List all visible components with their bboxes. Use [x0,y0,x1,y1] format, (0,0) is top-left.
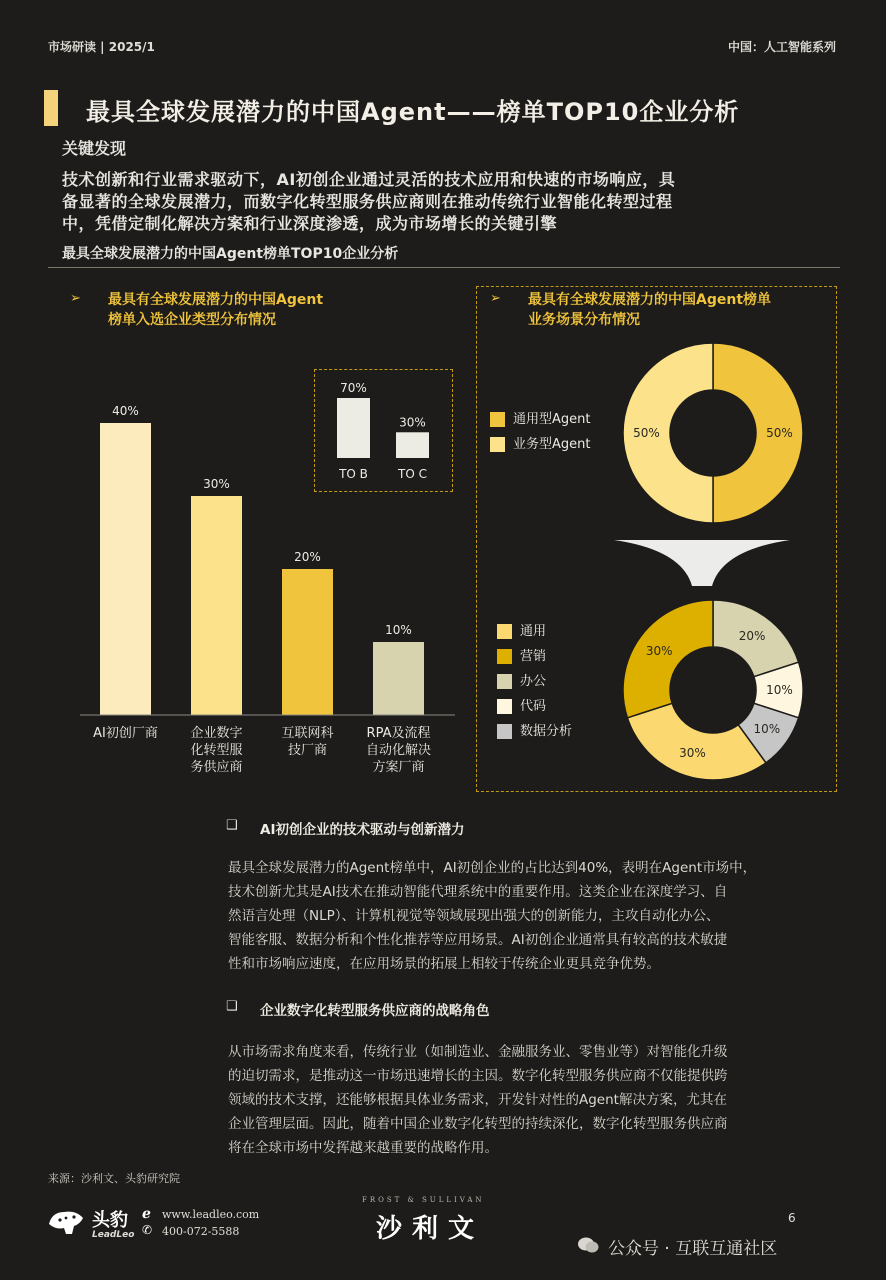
section1-line: 然语言处理（NLP）、计算机视觉等领域展现出强大的创新能力，主攻自动化办公、 [228,908,720,924]
inset-bar-1 [396,432,429,458]
bullet-arrow-icon: ➢ [70,291,81,306]
bar-2 [282,569,333,715]
legend-label: 数据分析 [520,724,573,739]
section1-line: 技术创新尤其是AI技术在推动智能代理系统中的重要作用。这类企业在深度学习、自 [228,884,728,900]
donut-value-label: 10% [753,722,781,737]
category-label: 互联网科 [281,726,334,741]
key-findings-text [62,169,832,235]
section2-body [228,1040,848,1160]
key-findings-line: 中，凭借定制化解决方案和行业深度渗透，成为市场增长的关键引擎 [62,214,558,233]
logo-en-text: LeadLeo [92,1230,135,1240]
left-chart-title [108,290,323,330]
inset-category-label: TO B [339,467,368,481]
checkbox-icon: ❑ [226,818,238,833]
section2-line: 从市场需求角度来看，传统行业（如制造业、金融服务业、零售业等）对智能化升级 [228,1044,728,1060]
category-label: 务供应商 [190,760,243,775]
donut-value-label: 50% [766,426,793,440]
left-chart-title-line: 最具有全球发展潜力的中国Agent [108,292,324,308]
donut-value-label: 30% [645,643,673,658]
key-findings-line: 备显著的全球发展潜力，而数字化转型服务供应商则在推动传统行业智能化转型过程 [62,192,673,211]
category-label: AI初创厂商 [93,726,158,741]
right-chart-title [528,290,771,330]
legend-label: 业务型Agent [513,437,591,452]
section2-heading: 企业数字化转型服务供应商的战略角色 [260,1003,490,1019]
leopard-logo-svg [46,1204,86,1236]
phone-icon: ✆ [142,1223,153,1237]
section1-body [228,856,848,976]
business-scenario-donut-chart [600,590,830,790]
legend-swatch [497,724,512,739]
bar-value-label: 10% [385,623,412,637]
leadleo-logo-icon [46,1204,86,1236]
bullet-arrow-icon: ➢ [490,291,501,306]
legend-swatch [490,412,505,427]
donut-slice-3 [627,703,765,780]
frost-sullivan-logo-text: FROST & SULLIVAN [362,1196,485,1204]
bar-value-label: 20% [294,550,321,564]
legend-label: 办公 [520,674,547,689]
category-label: 自动化解决 [365,743,432,758]
inset-bar-value-label: 30% [399,415,426,430]
watermark-text: 公众号 · 互联互通社区 [608,1239,778,1259]
category-label: RPA及流程 [366,726,431,741]
wechat-icon-svg [577,1236,599,1254]
legend-swatch [497,699,512,714]
inset-bar-0 [337,398,370,458]
section-subtitle: 最具全球发展潜力的中国Agent榜单TOP10企业分析 [62,246,399,262]
section1-line: 智能客服、数据分析和个性化推荐等应用场景。AI初创企业通常具有较高的技术敏捷 [228,932,728,948]
section2-line: 企业管理层面。因此，随着中国企业数字化转型的持续深化，数字化转型服务供应商 [228,1116,728,1132]
inset-bar-value-label: 70% [340,381,367,396]
donut2-legend [497,622,572,742]
bar-value-label: 30% [203,477,230,491]
agent-type-donut-chart [600,340,830,540]
page-title: 最具全球发展潜力的中国Agent——榜单TOP10企业分析 [86,98,740,126]
section1-line: 最具全球发展潜力的Agent榜单中，AI初创企业的占比达到40%，表明在Agent市场中， [228,860,757,876]
legend-swatch [490,437,505,452]
section2-line: 将在全球市场中发挥越来越重要的战略作用。 [228,1140,498,1156]
legend-item-code [497,697,572,717]
right-chart-title-line: 业务场景分布情况 [528,312,640,328]
category-label: 技厂商 [287,743,328,758]
footer-phone: 400-072-5588 [162,1225,240,1238]
donut-value-label: 20% [738,629,766,644]
right-chart-title-line: 最具有全球发展潜力的中国Agent榜单 [528,292,772,308]
bar-value-label: 40% [112,404,139,418]
logo-cn-text: 头豹 [92,1210,128,1231]
category-label: 企业数字 [190,726,243,741]
header-left: 市场研读 | 2025/1 [48,40,155,54]
key-findings-label: 关键发现 [62,139,127,158]
source-note: 来源：沙利文、头豹研究院 [48,1172,180,1185]
legend-label: 营销 [520,649,547,664]
donut-value-label: 30% [679,746,706,761]
legend-label: 通用型Agent [513,412,591,427]
bar-0 [100,423,151,715]
legend-item-office [497,672,572,692]
checkbox-icon: ❑ [226,999,238,1014]
section1-heading: AI初创企业的技术驱动与创新潜力 [260,822,465,838]
title-accent-bar [44,90,58,126]
legend-label: 通用 [520,624,547,639]
web-icon: ℯ [142,1206,151,1222]
donut1-legend [490,410,590,455]
funnel-arrow-icon [612,538,792,588]
category-label: 化转型服 [190,743,243,758]
category-label: 方案厂商 [372,760,425,775]
legend-item-data-analysis [497,722,572,742]
legend-swatch [497,649,512,664]
frost-sullivan-cn-logo: 沙利文 [376,1214,485,1244]
divider [48,267,840,268]
inset-category-label: TO C [398,467,427,481]
bar-3 [373,642,424,715]
page-number: 6 [788,1211,796,1225]
footer-website: www.leadleo.com [162,1208,260,1221]
funnel-arrow-shape [614,540,790,586]
left-chart-title-line: 榜单入选企业类型分布情况 [108,312,276,328]
donut-slice-4 [623,600,713,718]
legend-swatch [497,624,512,639]
header-right: 中国：人工智能系列 [727,40,836,54]
key-findings-line: 技术创新和行业需求驱动下，AI初创企业通过灵活的技术应用和快速的市场响应，具 [62,170,676,189]
section2-line: 领域的技术支撑，还能够根据具体业务需求，开发针对性的Agent解决方案，尤其在 [228,1092,727,1108]
bar-1 [191,496,242,715]
donut-value-label: 10% [766,683,793,697]
section1-line: 性和市场响应速度，在应用场景的拓展上相较于传统企业更具竞争优势。 [228,956,660,972]
legend-swatch [497,674,512,689]
wechat-icon [577,1236,599,1254]
legend-item-general-agent [490,410,590,430]
legend-item-general [497,622,572,642]
legend-item-marketing [497,647,572,667]
donut-value-label: 50% [633,426,660,440]
legend-item-business-agent [490,435,590,455]
legend-label: 代码 [520,699,547,714]
section2-line: 的迫切需求，是推动这一市场迅速增长的主因。数字化转型服务供应商不仅能提供跨 [228,1068,728,1084]
tob-toc-bar-chart [316,371,450,489]
